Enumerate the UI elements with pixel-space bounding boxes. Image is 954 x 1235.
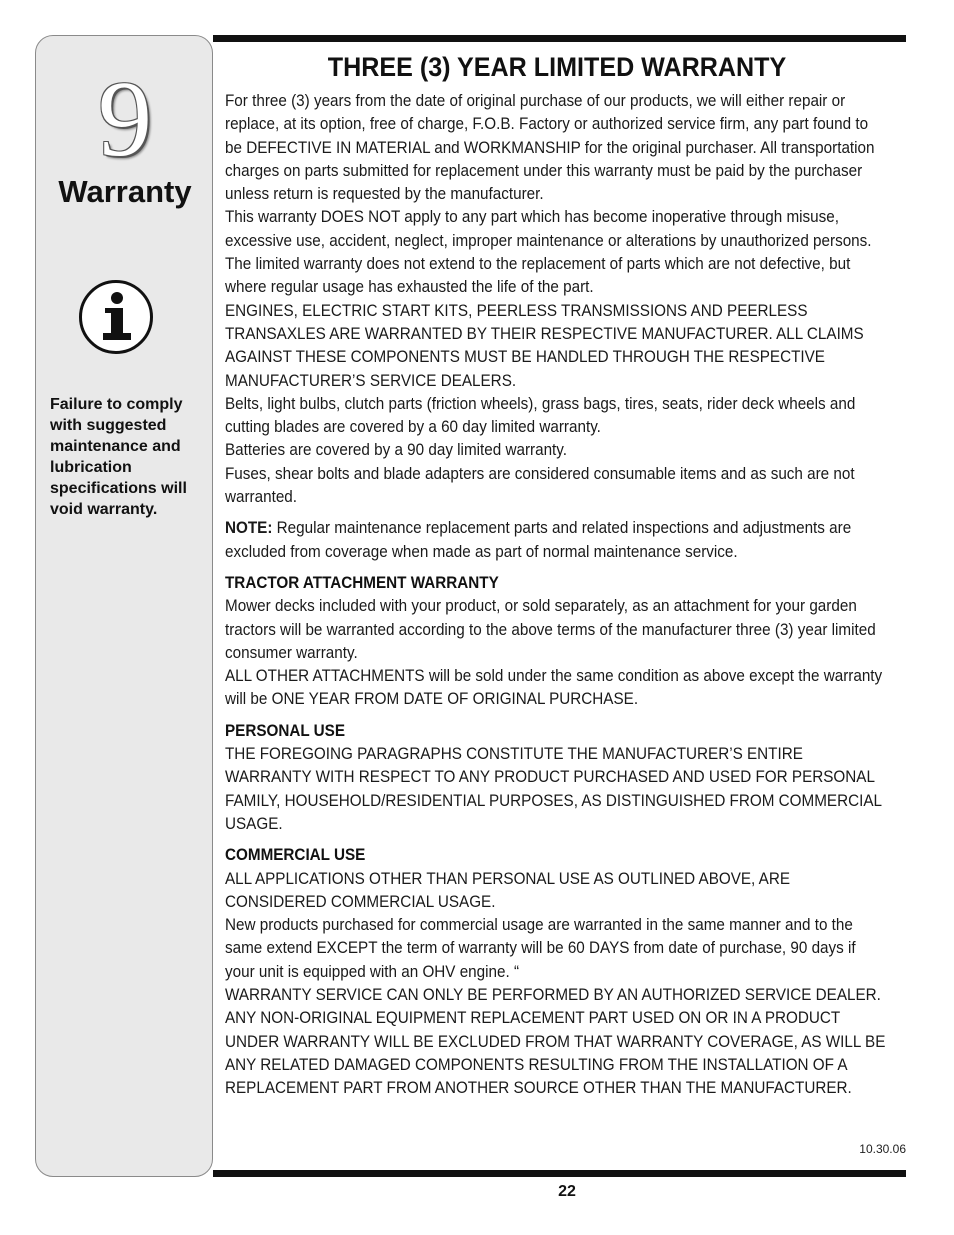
personal-use-heading: PERSONAL USE bbox=[225, 721, 345, 740]
paragraph-engines: ENGINES, ELECTRIC START KITS, PEERLESS TRANSMISSIONS AND PEERLESS TRANSAXLES ARE WARRANTED BY THEIR RESPECTIVE MANUFACTURER. ALL CLAIMS AGAINST THESE COMPONENTS MUST BE HANDLED THROUGH THE RESPECTIVE MANUFACTURER’S SERVICE DEALERS. bbox=[225, 301, 864, 390]
commercial-paragraph-service: WARRANTY SERVICE CAN ONLY BE PERFORMED BY AN AUTHORIZED SERVICE DEALER. ANY NON-ORIGINAL EQUIPMENT REPLACEMENT PART USED ON OR IN A PRODUCT UNDER WARRANTY WILL BE EXCLUDED FROM THAT WARRANTY COVERAGE, AS WILL BE ANY RELATED DAMAGED COMPONENTS RESULTING FROM THE INSTALLATION OF A REPLACEMENT PART FROM ANOTHER SOURCE OTHER THAN THE MANUFACTURER. bbox=[225, 985, 886, 1098]
paragraph-wear-parts: The limited warranty does not extend to the replacement of parts which are not defective, but where regular usage has exhausted the life of the part. bbox=[225, 255, 851, 297]
info-icon-stem bbox=[111, 308, 123, 335]
page-number: 22 bbox=[558, 1183, 576, 1200]
commercial-paragraph-definition: ALL APPLICATIONS OTHER THAN PERSONAL USE AS OUTLINED ABOVE, ARE CONSIDERED COMMERCIAL USAGE. bbox=[225, 869, 791, 911]
warranty-content bbox=[225, 50, 889, 1100]
top-rule bbox=[213, 35, 906, 42]
tractor-attachment-heading: TRACTOR ATTACHMENT WARRANTY bbox=[225, 573, 499, 592]
chapter-number: 9 bbox=[98, 60, 152, 179]
personal-use-text: THE FOREGOING PARAGRAPHS CONSTITUTE THE MANUFACTURER’S ENTIRE WARRANTY WITH RESPECT TO ANY PRODUCT PURCHASED AND USED FOR PERSONAL FAMILY, HOUSEHOLD/RESIDENTIAL PURPOSES, AS DISTINGUISHED FROM COMMERCIAL USAGE. bbox=[225, 745, 882, 833]
tractor-paragraph-decks: Mower decks included with your product, or sold separately, as an attachment for your garden tractors will be warranted according to the above terms of the manufacturer three (3) year limited consumer warranty. bbox=[225, 597, 876, 662]
note-paragraph bbox=[225, 517, 889, 564]
chapter-sidebar bbox=[35, 35, 213, 1177]
paragraph-coverage: For three (3) years from the date of original purchase of our products, we will either repair or replace, at its option, free of charge, F.O.B. Factory or authorized service firm, any part found to be DEFECTIVE IN MATERIAL and WORKMANSHIP for the original purchaser. All transportation charges on parts submitted for replacement under this warranty must be paid by the purchaser unless return is requested by the manufacturer. bbox=[225, 92, 875, 204]
tractor-paragraph-other: ALL OTHER ATTACHMENTS will be sold under the same condition as above except the warranty will be ONE YEAR FROM DATE OF ORIGINAL PURCHASE. bbox=[225, 667, 883, 709]
chapter-title: Warranty bbox=[58, 174, 192, 209]
note-text: Regular maintenance replacement parts and related inspections and adjustments are excluded from coverage when made as part of normal maintenance service. bbox=[225, 519, 852, 561]
date-code: 10.30.06 bbox=[859, 1142, 906, 1156]
bottom-rule bbox=[213, 1170, 906, 1177]
info-icon bbox=[79, 280, 153, 354]
paragraph-exclusions: This warranty DOES NOT apply to any part which has become inoperative through misuse, excessive use, accident, neglect, improper maintenance or alterations by unauthorized persons. bbox=[225, 208, 872, 250]
paragraph-consumables: Fuses, shear bolts and blade adapters are considered consumable items and as such are not warranted. bbox=[225, 464, 855, 507]
info-icon-base bbox=[103, 333, 131, 340]
page-title: THREE (3) YEAR LIMITED WARRANTY bbox=[327, 52, 787, 82]
maintenance-warning-note: Failure to comply with suggested maintenance and lubrication specifications will void warranty. bbox=[50, 396, 187, 518]
paragraph-60-day: Belts, light bulbs, clutch parts (friction wheels), grass bags, tires, seats, rider deck wheels and cutting blades are covered by a 60 day limited warranty. bbox=[225, 394, 856, 437]
info-icon-dot bbox=[111, 292, 123, 304]
commercial-use-heading: COMMERCIAL USE bbox=[225, 846, 366, 865]
note-label: NOTE: bbox=[225, 519, 273, 538]
paragraph-batteries: Batteries are covered by a 90 day limited warranty. bbox=[225, 441, 568, 460]
commercial-paragraph-terms: New products purchased for commercial usage are warranted in the same manner and to the same extend EXCEPT the term of warranty will be 60 DAYS from date of purchase, 90 days if your unit is equipped with an OHV engine. “ bbox=[225, 916, 856, 981]
